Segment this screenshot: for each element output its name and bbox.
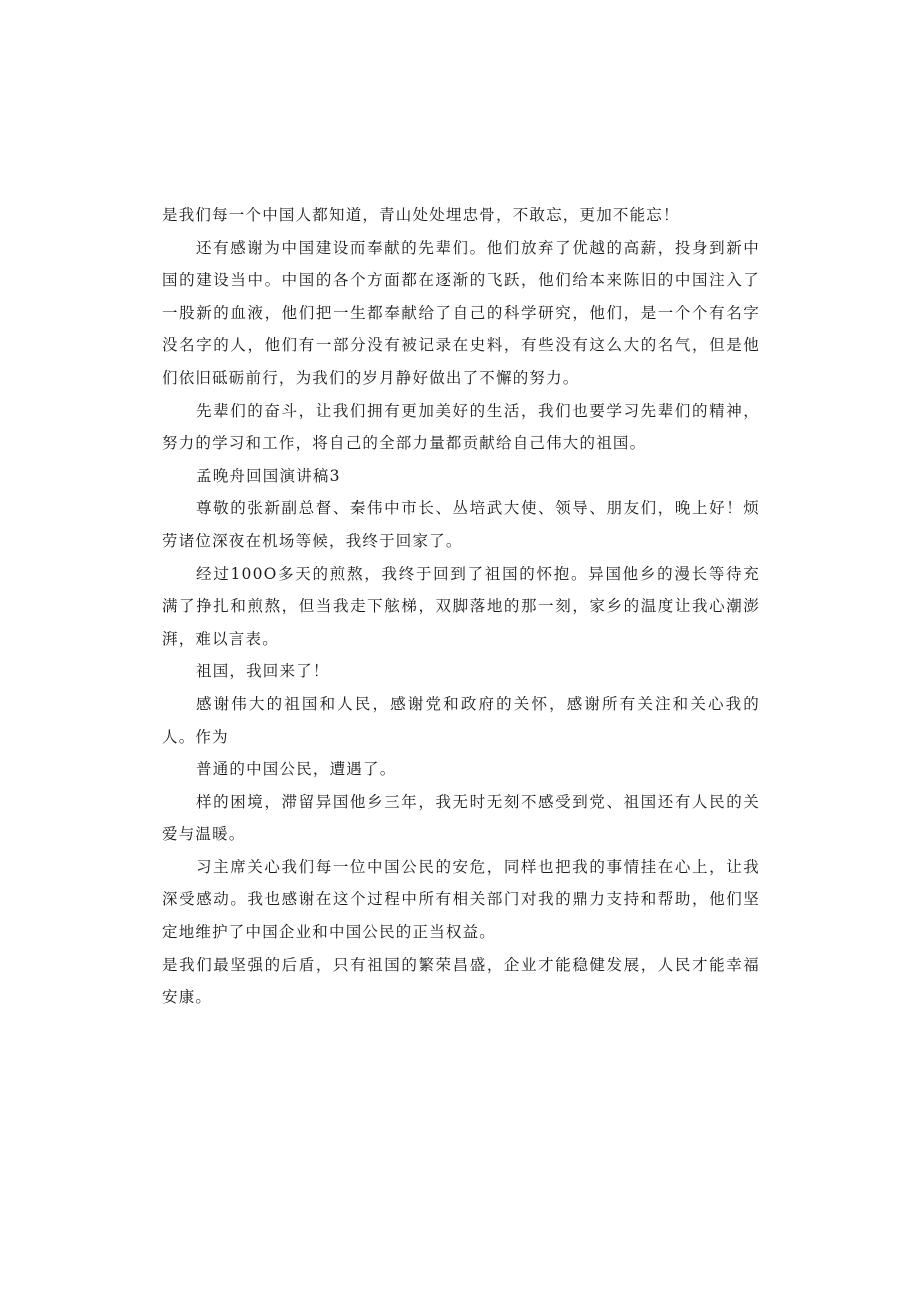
paragraph-5: 经过100O多天的煎熬，我终于回到了祖国的怀抱。异国他乡的漫长等待充满了挣扎和煎熬，但当我走下舷梯，双脚落地的那一刻，家乡的温度让我心潮澎湃，难以言表。 [162, 564, 760, 648]
paragraph-7: 感谢伟大的祖国和人民，感谢党和政府的关怀，感谢所有关注和关心我的人。作为 [162, 694, 760, 746]
paragraph-11: 是我们最坚强的后盾，只有祖国的繁荣昌盛，企业才能稳健发展，人民才能幸福安康。 [162, 955, 760, 1007]
section-heading: 孟晚舟回国演讲稿3 [196, 466, 341, 485]
paragraph-1: 是我们每一个中国人都知道，青山处处埋忠骨，不敢忘，更加不能忘！ [162, 206, 680, 224]
paragraph-4: 尊敬的张新副总督、秦伟中市长、丛培武大使、领导、朋友们，晚上好！烦劳诸位深夜在机场等候，我终于回家了。 [162, 499, 760, 550]
paragraph-3: 先辈们的奋斗，让我们拥有更加美好的生活，我们也要学习先辈们的精神，努力的学习和工作，将自己的全部力量都贡献给自己伟大的祖国。 [162, 401, 760, 453]
paragraph-10: 习主席关心我们每一位中国公民的安危，同样也把我的事情挂在心上，让我深受感动。我也感谢在这个过程中所有相关部门对我的鼎力支持和帮助，他们坚定地维护了中国企业和中国公民的正当权益。 [162, 857, 760, 942]
paragraph-6: 祖国，我回来了！ [196, 662, 330, 681]
document-body [162, 199, 760, 1014]
paragraph-8: 普通的中国公民，遭遇了。 [196, 760, 397, 779]
paragraph-9: 样的困境，滞留异国他乡三年，我无时无刻不感受到党、祖国还有人民的关爱与温暖。 [162, 792, 760, 844]
paragraph-2: 还有感谢为中国建设而奉献的先辈们。他们放弃了优越的高薪，投身到新中国的建设当中。中国的各个方面都在逐渐的飞跃，他们给本来陈旧的中国注入了一股新的血液，他们把一生都奉献给了自己的科学研究，他们，是一个个有名字没名字的人，他们有一部分没有被记录在史料，有些没有这么大的名气，但是他们依旧砥砺前行，为我们的岁月静好做出了不懈的努力。 [162, 238, 760, 387]
